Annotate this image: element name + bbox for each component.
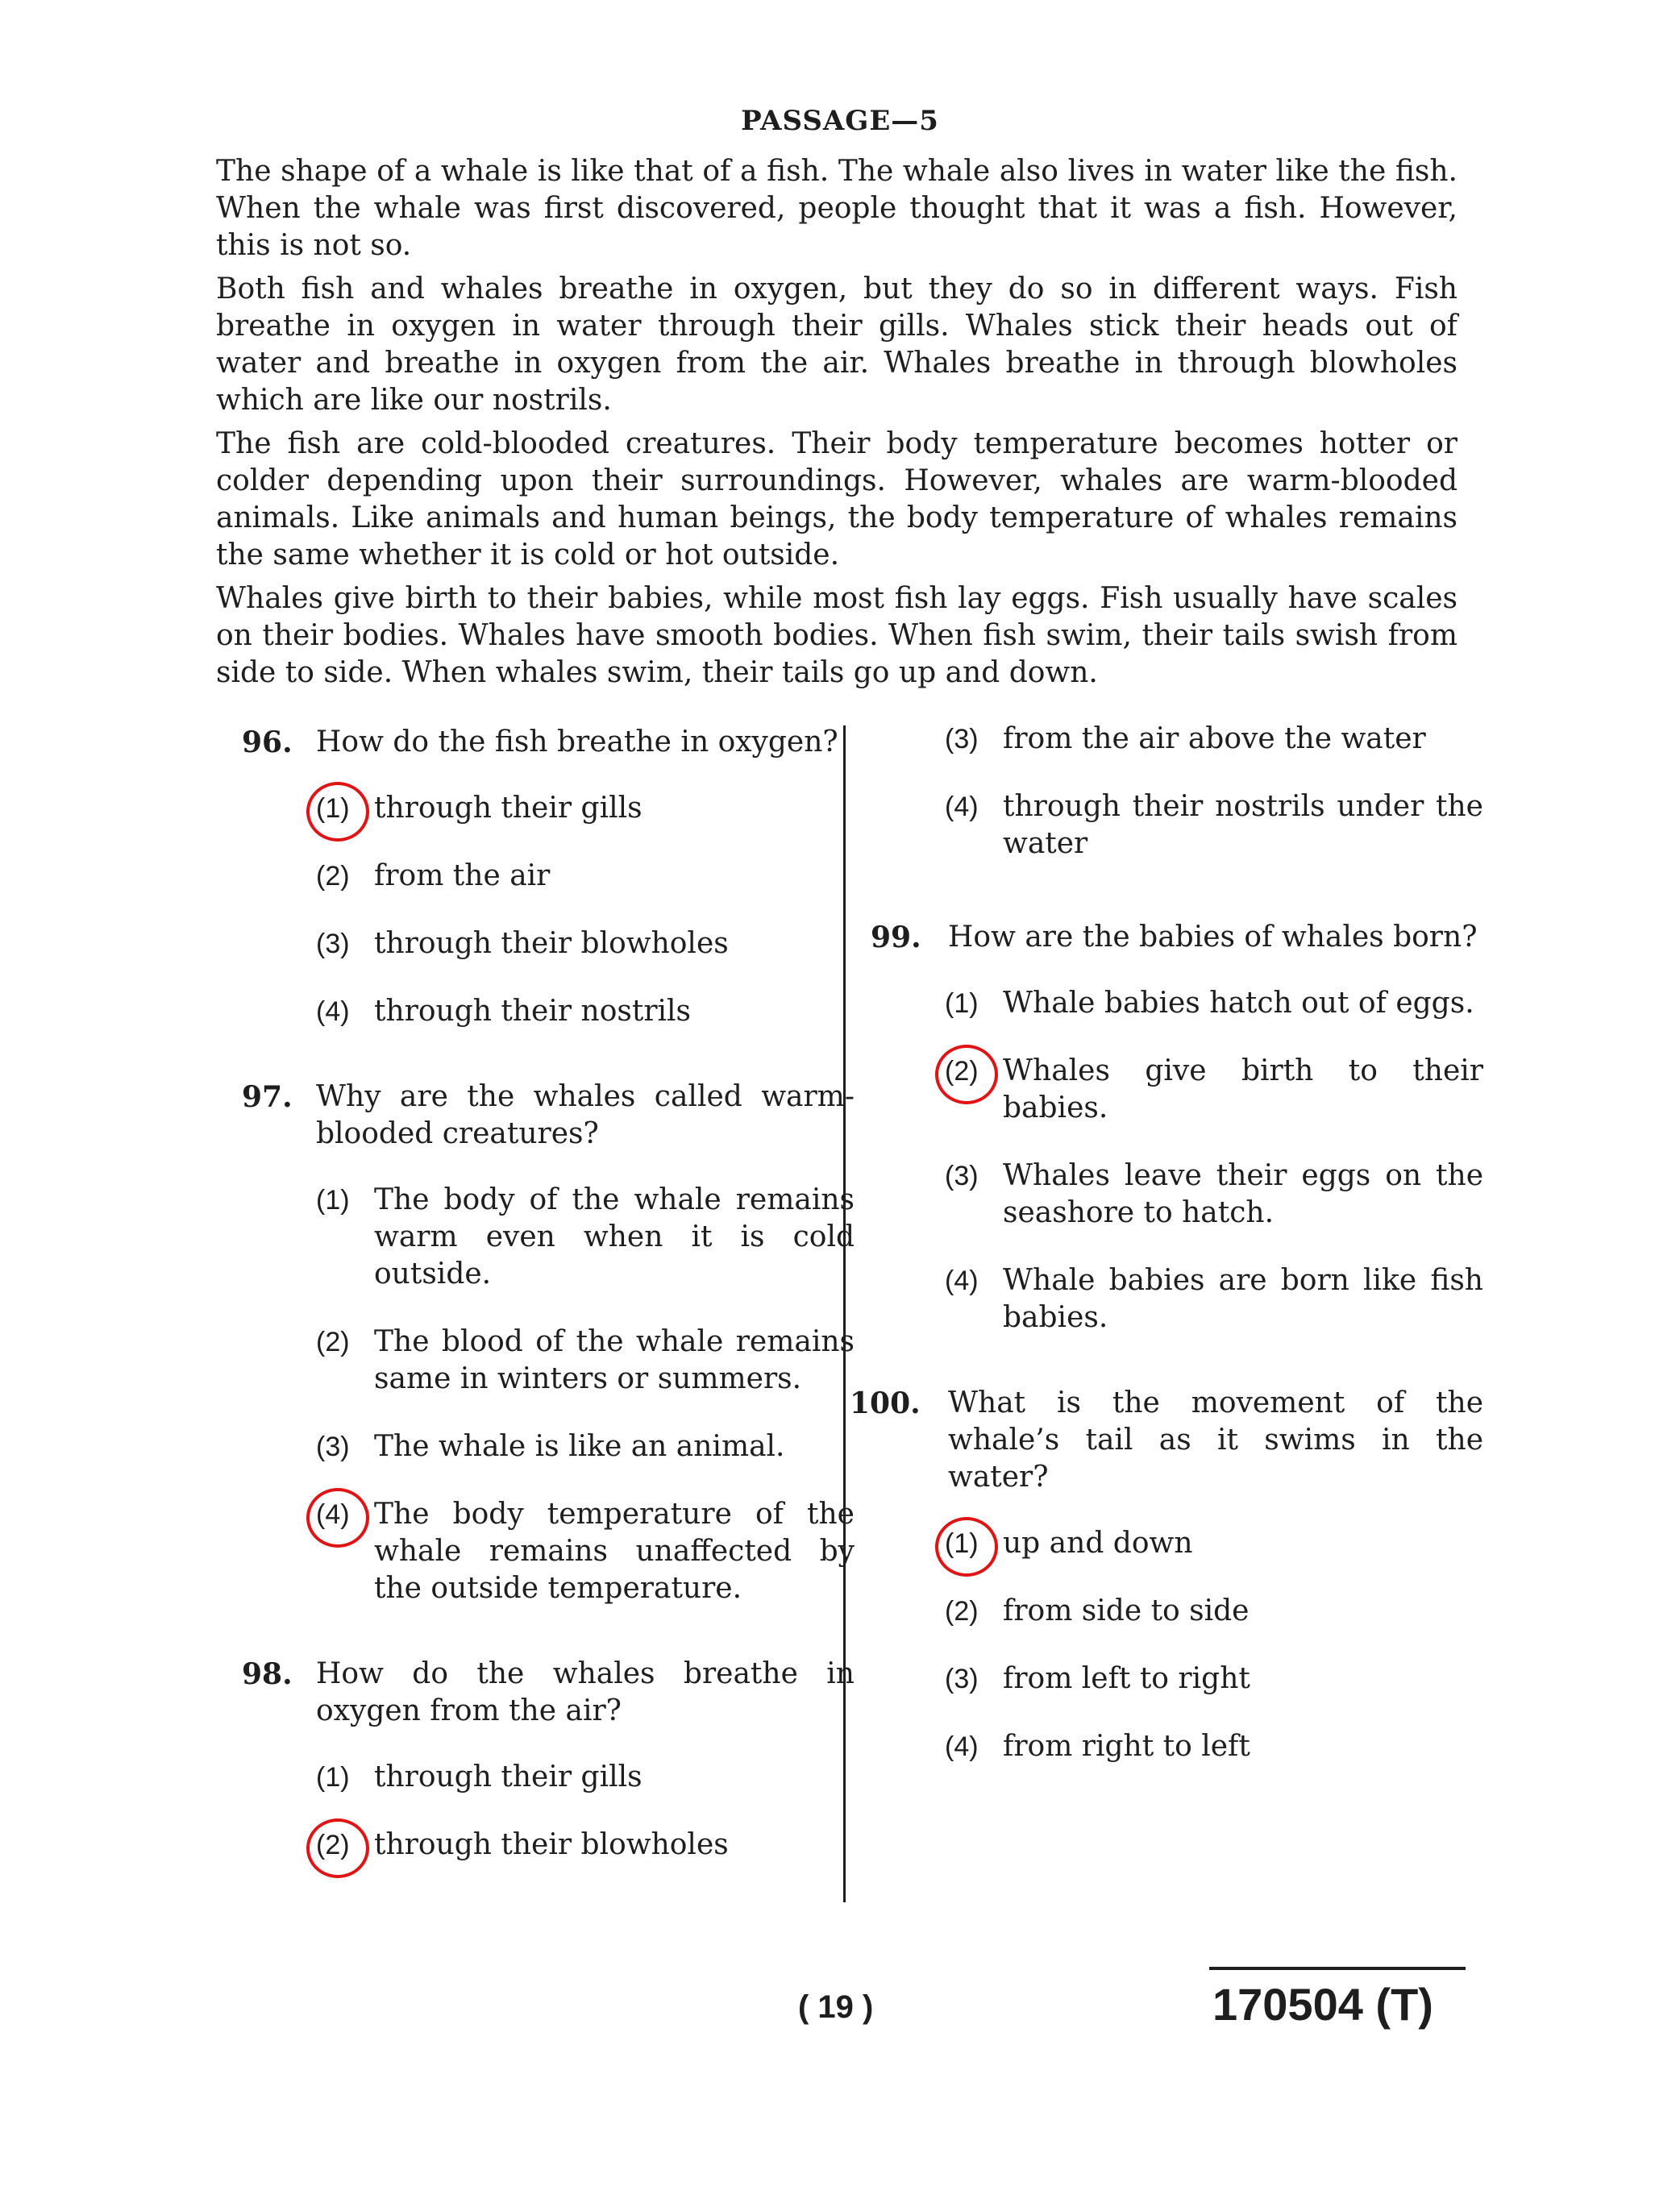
option-text: through their nostrils under the water	[1003, 790, 1483, 860]
option-4[interactable]	[316, 993, 855, 1030]
option-text: The body of the whale remains warm even when it is cold outside.	[374, 1183, 855, 1291]
question-text: What is the movement of the whale’s tail as it swims in the water?	[948, 1386, 1483, 1494]
question-text: How are the babies of whales born?	[948, 921, 1478, 954]
option-1[interactable]	[316, 1759, 855, 1796]
option-number: (2)	[316, 1327, 350, 1357]
question-100	[850, 1385, 1483, 1765]
booklet-code: 170504 (T)	[1212, 1979, 1433, 2030]
option-number: (1)	[316, 1185, 350, 1216]
right-column	[850, 721, 1483, 1814]
passage-paragraph: The fish are cold-blooded creatures. Their body temperature becomes hotter or colder depending upon their surroundings. However, whales are warm-blooded animals. Like animals and human beings, the body temperature of whales remains the same whether it is cold or hot outside.	[216, 427, 1458, 571]
question-text: Why are the whales called warm-blooded creatures?	[316, 1080, 855, 1150]
option-list	[945, 1525, 1483, 1765]
question-text: How do the whales breathe in oxygen from the air?	[316, 1657, 855, 1727]
option-list	[945, 721, 1483, 862]
option-number: (3)	[945, 724, 979, 754]
option-text: from left to right	[1003, 1662, 1250, 1695]
option-text: through their gills	[374, 792, 642, 825]
page-number: ( 19 )	[798, 1989, 874, 2025]
option-2[interactable]	[316, 1324, 855, 1398]
option-3[interactable]	[945, 1660, 1483, 1698]
passage-paragraph: Both fish and whales breathe in oxygen, but they do so in different ways. Fish breathe in oxygen in water through their gills. Whales stick their heads out of water and breathe in oxygen from the air. Whales breathe in through blowholes which are like our nostrils.	[216, 272, 1458, 417]
option-number: (3)	[316, 929, 350, 959]
option-3[interactable]	[316, 925, 855, 962]
option-4[interactable]	[945, 788, 1483, 862]
option-number: (1)	[945, 988, 979, 1019]
option-text: through their blowholes	[374, 927, 729, 960]
option-text: through their nostrils	[374, 995, 692, 1028]
option-1[interactable]	[945, 985, 1483, 1022]
code-rule	[1209, 1967, 1466, 1970]
passage-paragraph: The shape of a whale is like that of a fish. The whale also lives in water like the fish. When the whale was first discovered, people thought that it was a fish. However, this is not so.	[216, 155, 1458, 262]
option-list	[316, 1182, 855, 1607]
option-number: (1)	[945, 1525, 1003, 1562]
passage-text	[216, 153, 1458, 698]
option-number: (4)	[945, 792, 979, 822]
question-number: 97.	[242, 1080, 293, 1114]
option-text: Whale babies are born like fish babies.	[1003, 1264, 1483, 1334]
question-number: 96.	[242, 725, 293, 759]
option-text: Whales give birth to their babies.	[1003, 1054, 1483, 1124]
option-number: (4)	[316, 1496, 374, 1533]
option-number: (3)	[316, 1432, 350, 1462]
left-column	[242, 724, 855, 1912]
option-2[interactable]	[945, 1593, 1483, 1630]
option-number: (4)	[945, 1731, 979, 1762]
question-text: How do the fish breathe in oxygen?	[316, 725, 838, 759]
option-number: (1)	[316, 790, 374, 827]
option-number: (3)	[945, 1161, 979, 1191]
option-number: (3)	[945, 1664, 979, 1694]
option-list	[316, 1759, 855, 1864]
question-99	[871, 919, 1483, 1336]
option-text: through their gills	[374, 1760, 642, 1793]
question-98-continued	[871, 721, 1483, 862]
option-number: (2)	[945, 1053, 1003, 1090]
option-text: Whales leave their eggs on the seashore to hatch.	[1003, 1159, 1483, 1229]
option-2-selected[interactable]	[945, 1053, 1483, 1127]
option-number: (2)	[316, 861, 350, 892]
option-2[interactable]	[316, 858, 855, 895]
question-number: 100.	[850, 1386, 921, 1420]
option-number: (1)	[316, 1762, 350, 1793]
option-text: from side to side	[1003, 1594, 1250, 1627]
option-list	[316, 790, 855, 1030]
question-97	[242, 1079, 855, 1607]
option-text: through their blowholes	[374, 1828, 729, 1861]
option-4-selected[interactable]	[316, 1496, 855, 1607]
question-98	[242, 1656, 855, 1864]
question-number: 99.	[871, 921, 921, 954]
option-number: (2)	[316, 1827, 374, 1864]
option-text: The whale is like an animal.	[374, 1430, 785, 1463]
option-4[interactable]	[945, 1728, 1483, 1765]
option-text: from the air	[374, 859, 551, 892]
option-2-selected[interactable]	[316, 1827, 855, 1864]
option-text: The blood of the whale remains same in winters or summers.	[374, 1325, 855, 1395]
option-text: Whale babies hatch out of eggs.	[1003, 987, 1474, 1020]
option-text: up and down	[1003, 1527, 1193, 1560]
question-number: 98.	[242, 1657, 293, 1691]
option-number: (4)	[316, 996, 350, 1027]
option-1-selected[interactable]	[316, 790, 855, 827]
option-3[interactable]	[316, 1428, 855, 1465]
option-4[interactable]	[945, 1262, 1483, 1336]
option-1-selected[interactable]	[945, 1525, 1483, 1562]
option-list	[945, 985, 1483, 1336]
option-3[interactable]	[945, 1158, 1483, 1232]
option-3[interactable]	[945, 721, 1483, 758]
passage-paragraph: Whales give birth to their babies, while most fish lay eggs. Fish usually have scales on their bodies. Whales have smooth bodies. When fish swim, their tails swish from side to side. When whales swim, their tails go up and down.	[216, 582, 1458, 689]
option-text: The body temperature of the whale remains unaffected by the outside temperature.	[374, 1498, 855, 1605]
option-number: (2)	[945, 1596, 979, 1627]
passage-title: PASSAGE—5	[741, 105, 939, 137]
option-number: (4)	[945, 1266, 979, 1296]
question-96	[242, 724, 855, 1030]
option-1[interactable]	[316, 1182, 855, 1293]
option-text: from right to left	[1003, 1730, 1250, 1763]
option-text: from the air above the water	[1003, 722, 1426, 755]
